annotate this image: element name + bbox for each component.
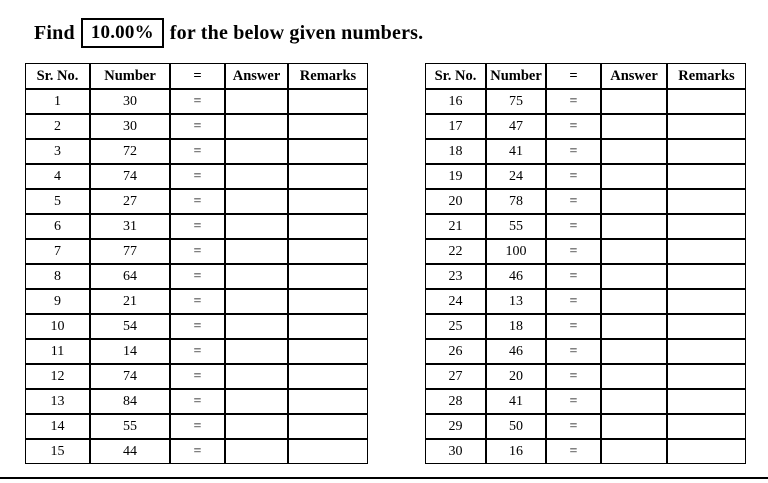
column-header-sr-no: Sr. No. [25, 63, 90, 89]
cell-number: 24 [486, 164, 546, 189]
cell-number: 50 [486, 414, 546, 439]
cell-equals: = [170, 414, 225, 439]
cell-equals: = [546, 414, 601, 439]
cell-serial-number: 27 [425, 364, 486, 389]
cell-number: 20 [486, 364, 546, 389]
column-header-number: Number [486, 63, 546, 89]
cell-number: 78 [486, 189, 546, 214]
cell-number: 41 [486, 139, 546, 164]
cell-answer-blank[interactable] [225, 414, 288, 439]
cell-equals: = [546, 264, 601, 289]
cell-serial-number: 26 [425, 339, 486, 364]
cell-serial-number: 8 [25, 264, 90, 289]
cell-equals: = [546, 364, 601, 389]
cell-answer-blank[interactable] [601, 114, 667, 139]
table-row [25, 339, 368, 364]
cell-equals: = [546, 389, 601, 414]
table-row [25, 89, 368, 114]
cell-number: 41 [486, 389, 546, 414]
cell-answer-blank[interactable] [601, 314, 667, 339]
cell-equals: = [546, 339, 601, 364]
cell-serial-number: 4 [25, 164, 90, 189]
cell-answer-blank[interactable] [601, 289, 667, 314]
cell-answer-blank[interactable] [225, 114, 288, 139]
cell-equals: = [170, 214, 225, 239]
cell-number: 16 [486, 439, 546, 464]
table-row [25, 314, 368, 339]
cell-number: 21 [90, 289, 170, 314]
cell-serial-number: 20 [425, 189, 486, 214]
worksheet-title [0, 14, 768, 52]
cell-answer-blank[interactable] [601, 339, 667, 364]
table-row [425, 439, 746, 464]
cell-remarks-blank[interactable] [288, 214, 368, 239]
cell-equals: = [546, 214, 601, 239]
cell-equals: = [170, 139, 225, 164]
cell-serial-number: 15 [25, 439, 90, 464]
cell-remarks-blank[interactable] [667, 339, 746, 364]
cell-serial-number: 6 [25, 214, 90, 239]
cell-remarks-blank[interactable] [667, 139, 746, 164]
cell-answer-blank[interactable] [225, 389, 288, 414]
cell-answer-blank[interactable] [225, 239, 288, 264]
cell-equals: = [546, 114, 601, 139]
cell-equals: = [170, 239, 225, 264]
cell-answer-blank[interactable] [225, 164, 288, 189]
cell-remarks-blank[interactable] [667, 114, 746, 139]
cell-equals: = [170, 364, 225, 389]
table-header-row [425, 63, 746, 89]
cell-number: 47 [486, 114, 546, 139]
cell-serial-number: 28 [425, 389, 486, 414]
cell-serial-number: 7 [25, 239, 90, 264]
cell-remarks-blank[interactable] [667, 264, 746, 289]
cell-remarks-blank[interactable] [288, 314, 368, 339]
cell-remarks-blank[interactable] [288, 239, 368, 264]
cell-equals: = [546, 239, 601, 264]
cell-answer-blank[interactable] [225, 364, 288, 389]
cell-number: 55 [90, 414, 170, 439]
cell-number: 74 [90, 364, 170, 389]
cell-remarks-blank[interactable] [288, 339, 368, 364]
cell-equals: = [546, 314, 601, 339]
cell-answer-blank[interactable] [225, 314, 288, 339]
cell-answer-blank[interactable] [601, 239, 667, 264]
cell-remarks-blank[interactable] [667, 214, 746, 239]
cell-answer-blank[interactable] [225, 339, 288, 364]
cell-serial-number: 30 [425, 439, 486, 464]
column-header-remarks: Remarks [288, 63, 368, 89]
cell-remarks-blank[interactable] [288, 164, 368, 189]
cell-number: 54 [90, 314, 170, 339]
cell-equals: = [546, 89, 601, 114]
table-row [25, 239, 368, 264]
cell-remarks-blank[interactable] [288, 189, 368, 214]
cell-answer-blank[interactable] [225, 139, 288, 164]
table-row [425, 89, 746, 114]
table-row [25, 414, 368, 439]
cell-remarks-blank[interactable] [288, 414, 368, 439]
cell-remarks-blank[interactable] [667, 189, 746, 214]
cell-answer-blank[interactable] [601, 439, 667, 464]
cell-serial-number: 24 [425, 289, 486, 314]
cell-equals: = [170, 389, 225, 414]
cell-serial-number: 12 [25, 364, 90, 389]
cell-remarks-blank[interactable] [288, 439, 368, 464]
cell-answer-blank[interactable] [225, 189, 288, 214]
title-suffix: for the below given numbers. [169, 22, 424, 44]
cell-serial-number: 29 [425, 414, 486, 439]
cell-remarks-blank[interactable] [288, 89, 368, 114]
cell-number: 30 [90, 89, 170, 114]
cell-number: 44 [90, 439, 170, 464]
table-row [25, 214, 368, 239]
cell-number: 46 [486, 264, 546, 289]
table-row [425, 239, 746, 264]
cell-equals: = [546, 164, 601, 189]
worksheet-table-left [25, 63, 368, 464]
column-header-sr-no: Sr. No. [425, 63, 486, 89]
cell-answer-blank[interactable] [601, 364, 667, 389]
table-row [25, 264, 368, 289]
cell-serial-number: 23 [425, 264, 486, 289]
cell-answer-blank[interactable] [225, 264, 288, 289]
column-header-remarks: Remarks [667, 63, 746, 89]
cell-answer-blank[interactable] [601, 414, 667, 439]
column-header-equals: = [170, 63, 225, 89]
percent-value: 10.00% [90, 22, 154, 43]
cell-number: 27 [90, 189, 170, 214]
table-header-row [25, 63, 368, 89]
column-header-equals: = [546, 63, 601, 89]
cell-remarks-blank[interactable] [667, 364, 746, 389]
table-row [25, 289, 368, 314]
table-row [425, 114, 746, 139]
table-row [425, 139, 746, 164]
cell-equals: = [546, 139, 601, 164]
cell-serial-number: 14 [25, 414, 90, 439]
cell-number: 14 [90, 339, 170, 364]
percent-value-box[interactable] [81, 18, 164, 48]
table-row [425, 364, 746, 389]
column-header-number: Number [90, 63, 170, 89]
table-row [425, 414, 746, 439]
table-row [25, 389, 368, 414]
title-prefix: Find [34, 22, 75, 44]
cell-number: 31 [90, 214, 170, 239]
cell-equals: = [170, 164, 225, 189]
cell-remarks-blank[interactable] [667, 164, 746, 189]
table-row [425, 164, 746, 189]
cell-remarks-blank[interactable] [288, 264, 368, 289]
table-row [425, 389, 746, 414]
cell-remarks-blank[interactable] [667, 289, 746, 314]
cell-answer-blank[interactable] [225, 89, 288, 114]
table-row [425, 289, 746, 314]
cell-serial-number: 1 [25, 89, 90, 114]
table-row [425, 339, 746, 364]
cell-remarks-blank[interactable] [667, 314, 746, 339]
cell-number: 77 [90, 239, 170, 264]
cell-answer-blank[interactable] [601, 214, 667, 239]
cell-remarks-blank[interactable] [667, 439, 746, 464]
cell-equals: = [170, 114, 225, 139]
cell-remarks-blank[interactable] [288, 364, 368, 389]
cell-equals: = [170, 264, 225, 289]
page-bottom-rule [0, 477, 768, 479]
cell-answer-blank[interactable] [225, 439, 288, 464]
cell-remarks-blank[interactable] [288, 389, 368, 414]
table-row [425, 264, 746, 289]
cell-answer-blank[interactable] [601, 139, 667, 164]
cell-serial-number: 13 [25, 389, 90, 414]
table-row [425, 189, 746, 214]
cell-number: 64 [90, 264, 170, 289]
table-row [25, 439, 368, 464]
cell-equals: = [546, 289, 601, 314]
cell-number: 75 [486, 89, 546, 114]
table-row [25, 139, 368, 164]
cell-remarks-blank[interactable] [288, 289, 368, 314]
table-row [425, 314, 746, 339]
cell-number: 74 [90, 164, 170, 189]
cell-equals: = [170, 339, 225, 364]
table-row [25, 364, 368, 389]
cell-serial-number: 2 [25, 114, 90, 139]
cell-answer-blank[interactable] [225, 214, 288, 239]
cell-serial-number: 9 [25, 289, 90, 314]
column-header-answer: Answer [225, 63, 288, 89]
cell-answer-blank[interactable] [601, 389, 667, 414]
cell-equals: = [546, 439, 601, 464]
cell-serial-number: 10 [25, 314, 90, 339]
cell-serial-number: 25 [425, 314, 486, 339]
cell-number: 18 [486, 314, 546, 339]
cell-equals: = [546, 189, 601, 214]
cell-answer-blank[interactable] [601, 89, 667, 114]
cell-remarks-blank[interactable] [667, 389, 746, 414]
cell-equals: = [170, 439, 225, 464]
table-row [25, 189, 368, 214]
cell-remarks-blank[interactable] [288, 139, 368, 164]
cell-serial-number: 22 [425, 239, 486, 264]
cell-serial-number: 21 [425, 214, 486, 239]
cell-serial-number: 16 [425, 89, 486, 114]
column-header-answer: Answer [601, 63, 667, 89]
cell-number: 30 [90, 114, 170, 139]
cell-answer-blank[interactable] [601, 264, 667, 289]
cell-number: 55 [486, 214, 546, 239]
cell-answer-blank[interactable] [225, 289, 288, 314]
cell-equals: = [170, 89, 225, 114]
cell-equals: = [170, 289, 225, 314]
table-row [25, 164, 368, 189]
cell-equals: = [170, 314, 225, 339]
table-row [25, 114, 368, 139]
cell-number: 84 [90, 389, 170, 414]
cell-remarks-blank[interactable] [667, 239, 746, 264]
cell-number: 46 [486, 339, 546, 364]
cell-remarks-blank[interactable] [667, 89, 746, 114]
cell-serial-number: 5 [25, 189, 90, 214]
table-row [425, 214, 746, 239]
cell-remarks-blank[interactable] [667, 414, 746, 439]
cell-remarks-blank[interactable] [288, 114, 368, 139]
cell-answer-blank[interactable] [601, 164, 667, 189]
cell-serial-number: 19 [425, 164, 486, 189]
cell-number: 72 [90, 139, 170, 164]
cell-equals: = [170, 189, 225, 214]
worksheet-table-right [425, 63, 746, 464]
cell-serial-number: 3 [25, 139, 90, 164]
cell-number: 100 [486, 239, 546, 264]
cell-number: 13 [486, 289, 546, 314]
cell-serial-number: 17 [425, 114, 486, 139]
cell-serial-number: 18 [425, 139, 486, 164]
cell-serial-number: 11 [25, 339, 90, 364]
cell-answer-blank[interactable] [601, 189, 667, 214]
